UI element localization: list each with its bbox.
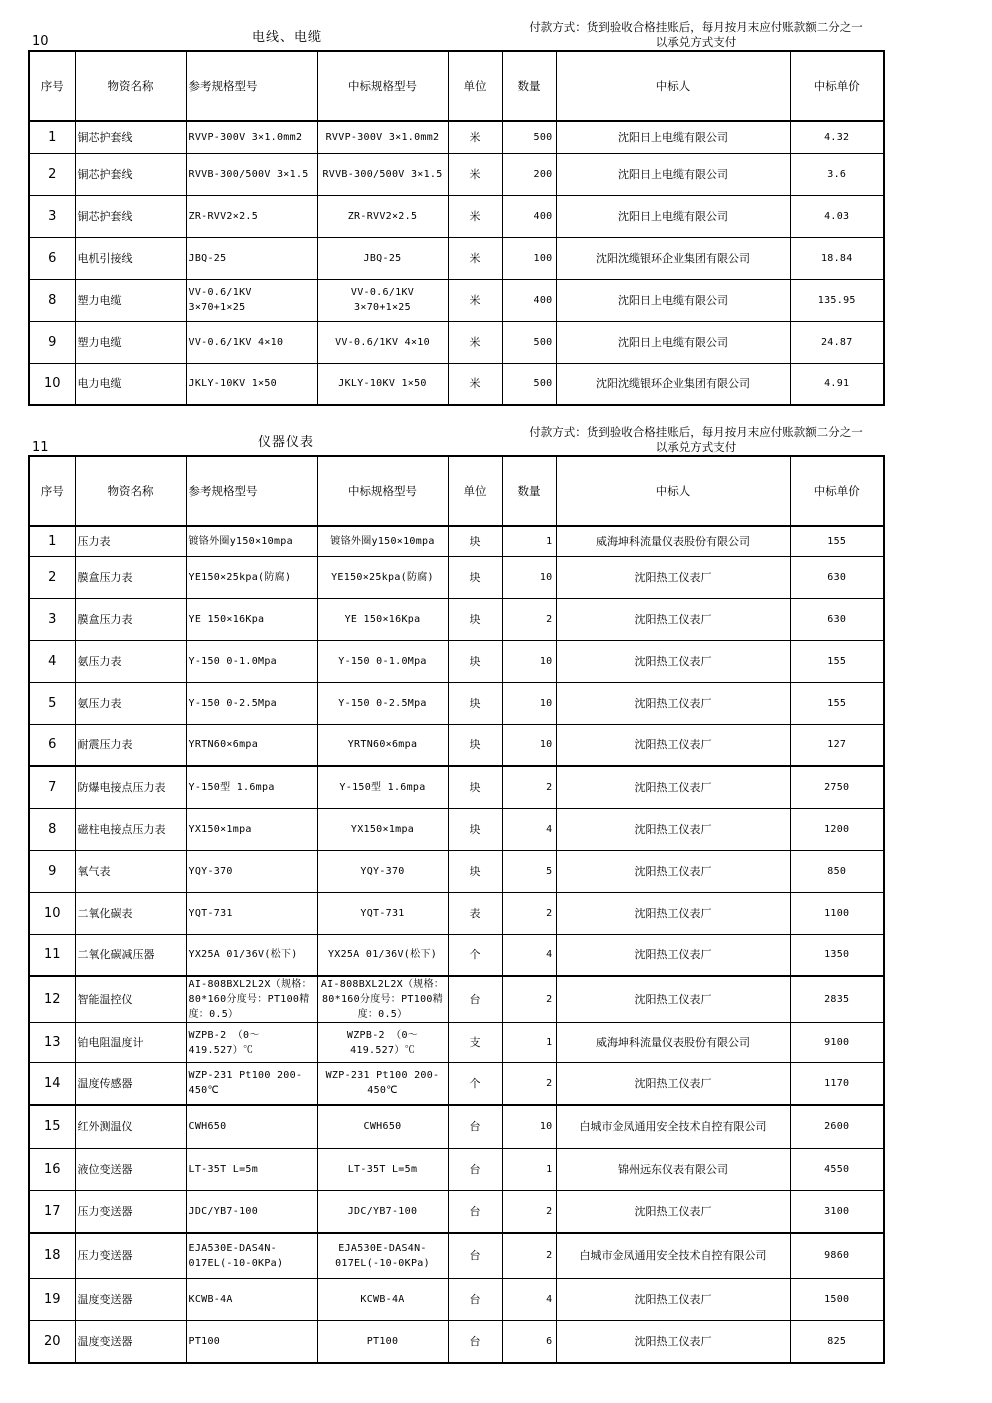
section-number: 11 [32,440,49,455]
cell-bidder: 沈阳日上电缆有限公司 [556,195,790,237]
cell-unit: 表 [448,892,502,934]
table-row [29,976,884,1023]
cell-win: VV-0.6/1KV 4×10 [317,321,448,363]
table-row [29,766,884,808]
cell-unit: 块 [448,766,502,808]
cell-qty: 1 [502,526,556,556]
cell-name: 铂电阻温度计 [75,1023,186,1063]
cell-unit: 米 [448,121,502,153]
cell-bidder: 沈阳热工仪表厂 [556,724,790,766]
cell-qty: 2 [502,976,556,1023]
cell-win: YE 150×16Kpa [317,598,448,640]
payment-terms-line1: 付款方式：货到验收合格挂账后，每月按月末应付账款额二分之一 [529,20,863,34]
payment-terms [510,20,882,50]
cell-name: 二氧化碳表 [75,892,186,934]
cell-bidder: 沈阳热工仪表厂 [556,1063,790,1105]
table-header-row [29,456,884,526]
cell-qty: 5 [502,850,556,892]
cell-bidder: 沈阳日上电缆有限公司 [556,153,790,195]
cell-qty: 500 [502,121,556,153]
cell-no: 3 [29,598,75,640]
section-title: 仪器仪表 [258,435,315,450]
cell-ref: JKLY-10KV 1×50 [186,363,317,405]
cell-no: 3 [29,195,75,237]
cell-bidder: 沈阳热工仪表厂 [556,976,790,1023]
cell-name: 电机引接线 [75,237,186,279]
cell-unit: 米 [448,153,502,195]
cell-price: 2750 [790,766,884,808]
cell-qty: 10 [502,724,556,766]
cell-win: YRTN60×6mpa [317,724,448,766]
cell-price: 1100 [790,892,884,934]
cell-price: 3.6 [790,153,884,195]
cell-name: 塑力电缆 [75,279,186,321]
cell-win: JKLY-10KV 1×50 [317,363,448,405]
table-row [29,153,884,195]
cell-name: 膜盒压力表 [75,556,186,598]
cell-qty: 500 [502,363,556,405]
cell-win: RVVP-300V 3×1.0mm2 [317,121,448,153]
column-header-unit: 单位 [448,51,502,121]
cell-price: 155 [790,682,884,724]
cell-name: 智能温控仪 [75,976,186,1023]
cell-name: 压力表 [75,526,186,556]
cell-no: 6 [29,724,75,766]
table-row [29,1279,884,1321]
cell-ref: AI-808BXL2L2X（规格：80*160分度号：PT100精度：0.5） [186,976,317,1023]
cell-bidder: 沈阳热工仪表厂 [556,808,790,850]
table-row [29,934,884,976]
cell-qty: 4 [502,808,556,850]
cell-name: 氧气表 [75,850,186,892]
cell-bidder: 沈阳日上电缆有限公司 [556,279,790,321]
cell-qty: 4 [502,934,556,976]
cell-ref: EJA530E-DAS4N-017EL(-10-0KPa) [186,1233,317,1279]
cell-win: YX150×1mpa [317,808,448,850]
cell-qty: 200 [502,153,556,195]
cell-price: 9860 [790,1233,884,1279]
cell-no: 2 [29,556,75,598]
cell-win: WZPB-2 （0～419.527）℃ [317,1023,448,1063]
payment-terms-line2: 以承兑方式支付 [655,35,737,49]
cell-price: 127 [790,724,884,766]
cell-unit: 块 [448,724,502,766]
cell-name: 耐震压力表 [75,724,186,766]
cell-price: 24.87 [790,321,884,363]
cell-price: 4.91 [790,363,884,405]
cell-qty: 400 [502,279,556,321]
cell-name: 二氧化碳减压器 [75,934,186,976]
cell-ref: YX25A 01/36V(松下) [186,934,317,976]
cell-name: 温度变送器 [75,1279,186,1321]
cell-price: 3100 [790,1191,884,1233]
cell-bidder: 沈阳热工仪表厂 [556,1279,790,1321]
column-header-bidder: 中标人 [556,51,790,121]
cell-price: 825 [790,1321,884,1363]
cell-win: Y-150 0-2.5Mpa [317,682,448,724]
cell-name: 磁柱电接点压力表 [75,808,186,850]
cell-bidder: 沈阳日上电缆有限公司 [556,321,790,363]
cell-no: 13 [29,1023,75,1063]
cell-name: 塑力电缆 [75,321,186,363]
column-header-unit: 单位 [448,456,502,526]
cell-name: 膜盒压力表 [75,598,186,640]
cell-unit: 台 [448,1105,502,1149]
column-header-idx: 序号 [29,456,75,526]
cell-bidder: 沈阳热工仪表厂 [556,892,790,934]
cell-qty: 2 [502,766,556,808]
cell-qty: 10 [502,682,556,724]
cell-price: 2835 [790,976,884,1023]
cell-bidder: 沈阳热工仪表厂 [556,850,790,892]
cell-unit: 块 [448,808,502,850]
cell-ref: WZP-231 Pt100 200-450℃ [186,1063,317,1105]
cell-name: 压力变送器 [75,1233,186,1279]
cell-ref: PT100 [186,1321,317,1363]
payment-terms-line2: 以承兑方式支付 [655,440,737,454]
cell-qty: 100 [502,237,556,279]
cell-unit: 米 [448,195,502,237]
cell-bidder: 沈阳热工仪表厂 [556,934,790,976]
cell-no: 17 [29,1191,75,1233]
cell-price: 630 [790,598,884,640]
cell-no: 11 [29,934,75,976]
cell-unit: 块 [448,598,502,640]
cell-no: 8 [29,279,75,321]
cell-bidder: 沈阳热工仪表厂 [556,640,790,682]
cell-qty: 2 [502,892,556,934]
cell-price: 1170 [790,1063,884,1105]
cell-price: 155 [790,526,884,556]
cell-bidder: 威海坤科流量仪表股份有限公司 [556,1023,790,1063]
cell-ref: 镀铬外圈y150×10mpa [186,526,317,556]
cell-qty: 1 [502,1023,556,1063]
cell-win: EJA530E-DAS4N-017EL(-10-0KPa) [317,1233,448,1279]
cell-win: JBQ-25 [317,237,448,279]
cell-price: 1200 [790,808,884,850]
cell-name: 温度变送器 [75,1321,186,1363]
cell-bidder: 沈阳日上电缆有限公司 [556,121,790,153]
column-header-price: 中标单价 [790,51,884,121]
table-row [29,279,884,321]
cell-unit: 个 [448,1063,502,1105]
table-header-row [29,51,884,121]
cell-bidder: 沈阳热工仪表厂 [556,556,790,598]
cell-unit: 个 [448,934,502,976]
cell-bidder: 沈阳热工仪表厂 [556,598,790,640]
column-header-name: 物资名称 [75,51,186,121]
cell-win: CWH650 [317,1105,448,1149]
table-row [29,850,884,892]
cell-unit: 块 [448,556,502,598]
cell-no: 2 [29,153,75,195]
cell-name: 铜芯护套线 [75,121,186,153]
cell-qty: 1 [502,1149,556,1191]
cell-price: 1500 [790,1279,884,1321]
table-row [29,1321,884,1363]
column-header-win: 中标规格型号 [317,456,448,526]
table-row [29,598,884,640]
instruments-table [28,455,885,1364]
cell-no: 4 [29,640,75,682]
cell-no: 12 [29,976,75,1023]
cell-unit: 台 [448,1233,502,1279]
table-row [29,1191,884,1233]
cell-unit: 台 [448,1279,502,1321]
column-header-name: 物资名称 [75,456,186,526]
cell-win: YE150×25kpa(防腐) [317,556,448,598]
cell-unit: 米 [448,363,502,405]
cell-no: 19 [29,1279,75,1321]
table-row [29,526,884,556]
cell-win: LT-35T L=5m [317,1149,448,1191]
table-row [29,1233,884,1279]
cell-name: 压力变送器 [75,1191,186,1233]
cell-no: 9 [29,321,75,363]
cell-ref: YQT-731 [186,892,317,934]
cell-bidder: 沈阳热工仪表厂 [556,1321,790,1363]
cell-unit: 米 [448,279,502,321]
cell-ref: VV-0.6/1KV 4×10 [186,321,317,363]
table-row [29,1063,884,1105]
column-header-ref: 参考规格型号 [186,51,317,121]
cell-qty: 2 [502,598,556,640]
cell-price: 850 [790,850,884,892]
cell-bidder: 沈阳热工仪表厂 [556,682,790,724]
cell-ref: YQY-370 [186,850,317,892]
cell-ref: ZR-RVV2×2.5 [186,195,317,237]
cell-unit: 台 [448,1321,502,1363]
column-header-ref: 参考规格型号 [186,456,317,526]
cell-ref: Y-150 0-2.5Mpa [186,682,317,724]
payment-terms-line1: 付款方式：货到验收合格挂账后，每月按月末应付账款额二分之一 [529,425,863,439]
cell-unit: 台 [448,1191,502,1233]
cell-bidder: 沈阳热工仪表厂 [556,766,790,808]
cell-win: JDC/YB7-100 [317,1191,448,1233]
cell-ref: YRTN60×6mpa [186,724,317,766]
table-row [29,724,884,766]
column-header-bidder: 中标人 [556,456,790,526]
cell-ref: VV-0.6/1KV 3×70+1×25 [186,279,317,321]
table-row [29,682,884,724]
cell-no: 14 [29,1063,75,1105]
cell-no: 16 [29,1149,75,1191]
cell-unit: 块 [448,526,502,556]
cell-price: 1350 [790,934,884,976]
cell-no: 7 [29,766,75,808]
cell-win: YX25A 01/36V(松下) [317,934,448,976]
payment-terms [510,425,882,455]
cell-ref: CWH650 [186,1105,317,1149]
cell-no: 15 [29,1105,75,1149]
cell-win: AI-808BXL2L2X（规格：80*160分度号：PT100精度：0.5） [317,976,448,1023]
cell-name: 液位变送器 [75,1149,186,1191]
cell-win: Y-150型 1.6mpa [317,766,448,808]
cell-ref: Y-150 0-1.0Mpa [186,640,317,682]
cell-ref: WZPB-2 （0～419.527）℃ [186,1023,317,1063]
cell-bidder: 白城市金凤通用安全技术自控有限公司 [556,1233,790,1279]
section-title: 电线、电缆 [252,30,323,45]
cell-unit: 块 [448,640,502,682]
cell-bidder: 威海坤科流量仪表股份有限公司 [556,526,790,556]
cell-no: 10 [29,363,75,405]
cell-qty: 6 [502,1321,556,1363]
cell-unit: 米 [448,321,502,363]
section-number: 10 [32,34,49,49]
table-row [29,363,884,405]
cell-win: WZP-231 Pt100 200-450℃ [317,1063,448,1105]
cell-qty: 10 [502,1105,556,1149]
cell-win: YQY-370 [317,850,448,892]
cell-ref: RVVB-300/500V 3×1.5 [186,153,317,195]
cell-bidder: 沈阳沈缆银环企业集团有限公司 [556,237,790,279]
cell-price: 135.95 [790,279,884,321]
cell-name: 氨压力表 [75,640,186,682]
table-row [29,1023,884,1063]
cell-unit: 台 [448,976,502,1023]
cell-win: RVVB-300/500V 3×1.5 [317,153,448,195]
cell-no: 20 [29,1321,75,1363]
cell-qty: 4 [502,1279,556,1321]
cell-win: Y-150 0-1.0Mpa [317,640,448,682]
cell-unit: 台 [448,1149,502,1191]
cell-win: KCWB-4A [317,1279,448,1321]
cell-win: YQT-731 [317,892,448,934]
cell-win: VV-0.6/1KV 3×70+1×25 [317,279,448,321]
cell-ref: JDC/YB7-100 [186,1191,317,1233]
table-row [29,121,884,153]
cell-no: 6 [29,237,75,279]
cell-name: 铜芯护套线 [75,153,186,195]
cell-ref: Y-150型 1.6mpa [186,766,317,808]
table-row [29,556,884,598]
cell-bidder: 沈阳沈缆银环企业集团有限公司 [556,363,790,405]
cell-win: ZR-RVV2×2.5 [317,195,448,237]
cell-name: 防爆电接点压力表 [75,766,186,808]
cell-no: 18 [29,1233,75,1279]
cell-ref: YX150×1mpa [186,808,317,850]
column-header-win: 中标规格型号 [317,51,448,121]
cell-bidder: 沈阳热工仪表厂 [556,1191,790,1233]
cell-unit: 块 [448,682,502,724]
cell-ref: YE150×25kpa(防腐) [186,556,317,598]
cell-ref: JBQ-25 [186,237,317,279]
cell-price: 2600 [790,1105,884,1149]
cell-qty: 2 [502,1233,556,1279]
cell-unit: 米 [448,237,502,279]
cell-win: PT100 [317,1321,448,1363]
cell-ref: LT-35T L=5m [186,1149,317,1191]
table-row [29,237,884,279]
cell-ref: KCWB-4A [186,1279,317,1321]
cell-no: 1 [29,121,75,153]
cell-unit: 块 [448,850,502,892]
cell-price: 18.84 [790,237,884,279]
cell-name: 铜芯护套线 [75,195,186,237]
table-row [29,1105,884,1149]
column-header-qty: 数量 [502,456,556,526]
cell-no: 5 [29,682,75,724]
column-header-idx: 序号 [29,51,75,121]
cell-qty: 500 [502,321,556,363]
column-header-qty: 数量 [502,51,556,121]
cell-price: 4.03 [790,195,884,237]
cell-qty: 2 [502,1191,556,1233]
cell-no: 10 [29,892,75,934]
cell-ref: YE 150×16Kpa [186,598,317,640]
cell-name: 红外测温仪 [75,1105,186,1149]
cell-no: 8 [29,808,75,850]
cell-price: 4550 [790,1149,884,1191]
cell-price: 9100 [790,1023,884,1063]
cell-price: 155 [790,640,884,682]
cell-unit: 支 [448,1023,502,1063]
cell-price: 4.32 [790,121,884,153]
cell-price: 630 [790,556,884,598]
cell-ref: RVVP-300V 3×1.0mm2 [186,121,317,153]
cell-name: 电力电缆 [75,363,186,405]
cell-qty: 10 [502,640,556,682]
table-row [29,892,884,934]
cell-no: 9 [29,850,75,892]
table-row [29,195,884,237]
table-row [29,808,884,850]
cell-qty: 400 [502,195,556,237]
cell-qty: 10 [502,556,556,598]
table-row [29,640,884,682]
cell-bidder: 锦州远东仪表有限公司 [556,1149,790,1191]
cell-name: 氨压力表 [75,682,186,724]
table-row [29,321,884,363]
cables-table [28,50,885,406]
cell-win: 镀铬外圈y150×10mpa [317,526,448,556]
cell-qty: 2 [502,1063,556,1105]
table-row [29,1149,884,1191]
cell-name: 温度传感器 [75,1063,186,1105]
cell-bidder: 白城市金凤通用安全技术自控有限公司 [556,1105,790,1149]
column-header-price: 中标单价 [790,456,884,526]
cell-no: 1 [29,526,75,556]
